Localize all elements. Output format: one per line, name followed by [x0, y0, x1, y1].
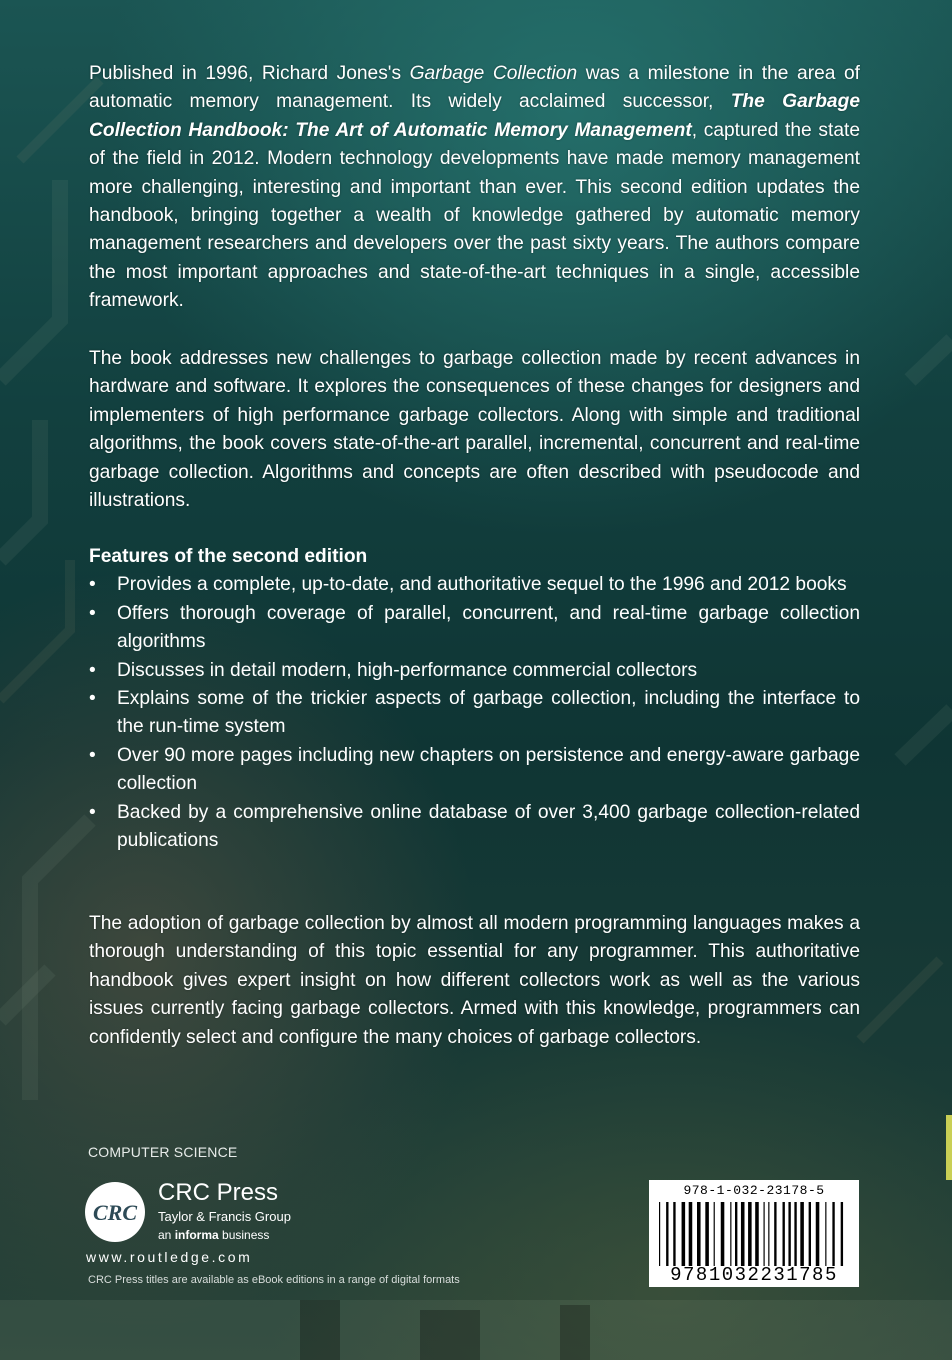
publisher-group: Taylor & Francis Group	[158, 1209, 291, 1224]
barcode-bar	[735, 1202, 737, 1266]
ebook-note: CRC Press titles are available as eBook editions in a range of digital formats	[88, 1274, 460, 1286]
barcode-bar	[682, 1202, 686, 1266]
feature-text: Backed by a comprehensive online database of over 3,400 garbage collection-related publications	[117, 801, 860, 852]
bullet: •	[89, 659, 96, 681]
feature-item	[89, 657, 860, 685]
feature-text: Over 90 more pages including new chapters on persistence and energy-aware garbage collection	[117, 744, 860, 795]
barcode-bar	[768, 1202, 769, 1266]
intro-book-title-1: Garbage Collection	[409, 63, 578, 84]
barcode-bar	[794, 1202, 796, 1266]
barcode-bar	[764, 1202, 765, 1266]
barcode-bar	[755, 1202, 759, 1266]
barcode-bar	[825, 1202, 826, 1266]
barcode-bar	[730, 1202, 731, 1266]
feature-item	[89, 600, 860, 657]
barcode-bar	[748, 1202, 752, 1266]
intro-text-2: was a milestone in the area of automatic memory management. Its widely acclaimed successor,	[89, 63, 860, 113]
barcode-bar	[774, 1202, 776, 1266]
category-label: COMPUTER SCIENCE	[88, 1144, 238, 1160]
barcode-bar	[788, 1202, 790, 1266]
bullet: •	[89, 744, 96, 766]
bullet: •	[89, 602, 96, 624]
barcode-bars	[659, 1202, 849, 1266]
website-link[interactable]: www.routledge.com	[86, 1249, 253, 1265]
barcode-bar	[721, 1202, 725, 1266]
isbn-barcode	[649, 1180, 859, 1287]
feature-text: Offers thorough coverage of parallel, concurrent, and real-time garbage collection algorithms	[117, 602, 860, 653]
crc-logo-icon	[83, 1180, 147, 1244]
features-list	[89, 571, 860, 855]
intro-text-1: Published in 1996, Richard Jones's	[89, 63, 410, 84]
feature-item	[89, 742, 860, 799]
isbn-number: 978-1-032-23178-5	[683, 1183, 825, 1198]
barcode-bar	[783, 1202, 785, 1266]
barcode-bar	[809, 1202, 811, 1266]
feature-item	[89, 685, 860, 742]
barcode-bar	[841, 1202, 843, 1266]
barcode-bar	[741, 1202, 745, 1266]
informa-bold: informa	[174, 1228, 219, 1242]
barcode-bar	[800, 1202, 804, 1266]
intro-paragraph	[89, 60, 860, 316]
barcode-bar	[816, 1202, 820, 1266]
feature-item	[89, 571, 860, 599]
barcode-bar	[659, 1202, 660, 1266]
features-title: Features of the second edition	[89, 546, 368, 567]
bullet: •	[89, 574, 96, 596]
informa-prefix: an	[158, 1228, 175, 1242]
barcode-bar	[697, 1202, 701, 1266]
features-section	[89, 543, 860, 855]
logo-text: CRC	[92, 1200, 138, 1225]
conclusion-paragraph: The adoption of garbage collection by almost all modern programming languages makes a thorough understanding of this topic essential for any programmer. This authoritative handbook gives expert insight on how different collectors work as well as the various issues currently facing garbage collectors. Armed with this knowledge, programmers can confidently select and configure the many choices of garbage collectors.	[89, 913, 860, 1048]
intro-text-3: , captured the state of the field in 2012. Modern technology developments have made memory management more challenging, interesting and important than ever. This second edition updates the handbook, bringing together a wealth of knowledge gathered by automatic memory management researchers and developers over the past sixty years. The authors compare the most important approaches and state-of-the-art techniques in a single, accessible framework.	[89, 119, 860, 312]
bullet: •	[89, 801, 96, 823]
feature-text: Explains some of the trickier aspects of garbage collection, including the interface to the run-time system	[117, 688, 860, 738]
barcode-bar	[673, 1202, 675, 1266]
barcode-bar	[689, 1202, 693, 1266]
barcode-bar	[666, 1202, 668, 1266]
publisher-name: CRC Press	[158, 1179, 279, 1206]
informa-line	[158, 1228, 269, 1242]
intro-book-title-2: The Garbage Collection Handbook: The Art of Automatic Memory Management	[89, 91, 860, 141]
challenges-paragraph: The book addresses new challenges to garbage collection made by recent advances in hardware and software. It explores the consequences of these changes for designers and implementers of high performance garbage collectors. Along with simple and traditional algorithms, the book covers state-of-the-art parallel, incremental, concurrent and real-time garbage collection. Algorithms and concepts are often described with pseudocode and illustrations.	[89, 348, 860, 512]
barcode-digits: 9781032231785	[670, 1264, 838, 1286]
barcode-bar	[832, 1202, 834, 1266]
feature-item	[89, 799, 860, 856]
informa-suffix: business	[218, 1228, 270, 1242]
barcode-bar	[705, 1202, 709, 1266]
feature-text: Discusses in detail modern, high-performance commercial collectors	[117, 659, 698, 681]
barcode-bar	[714, 1202, 715, 1266]
accent-strip	[946, 1115, 952, 1180]
bullet: •	[89, 688, 96, 710]
feature-text: Provides a complete, up-to-date, and authoritative sequel to the 1996 and 2012 books	[117, 574, 847, 596]
